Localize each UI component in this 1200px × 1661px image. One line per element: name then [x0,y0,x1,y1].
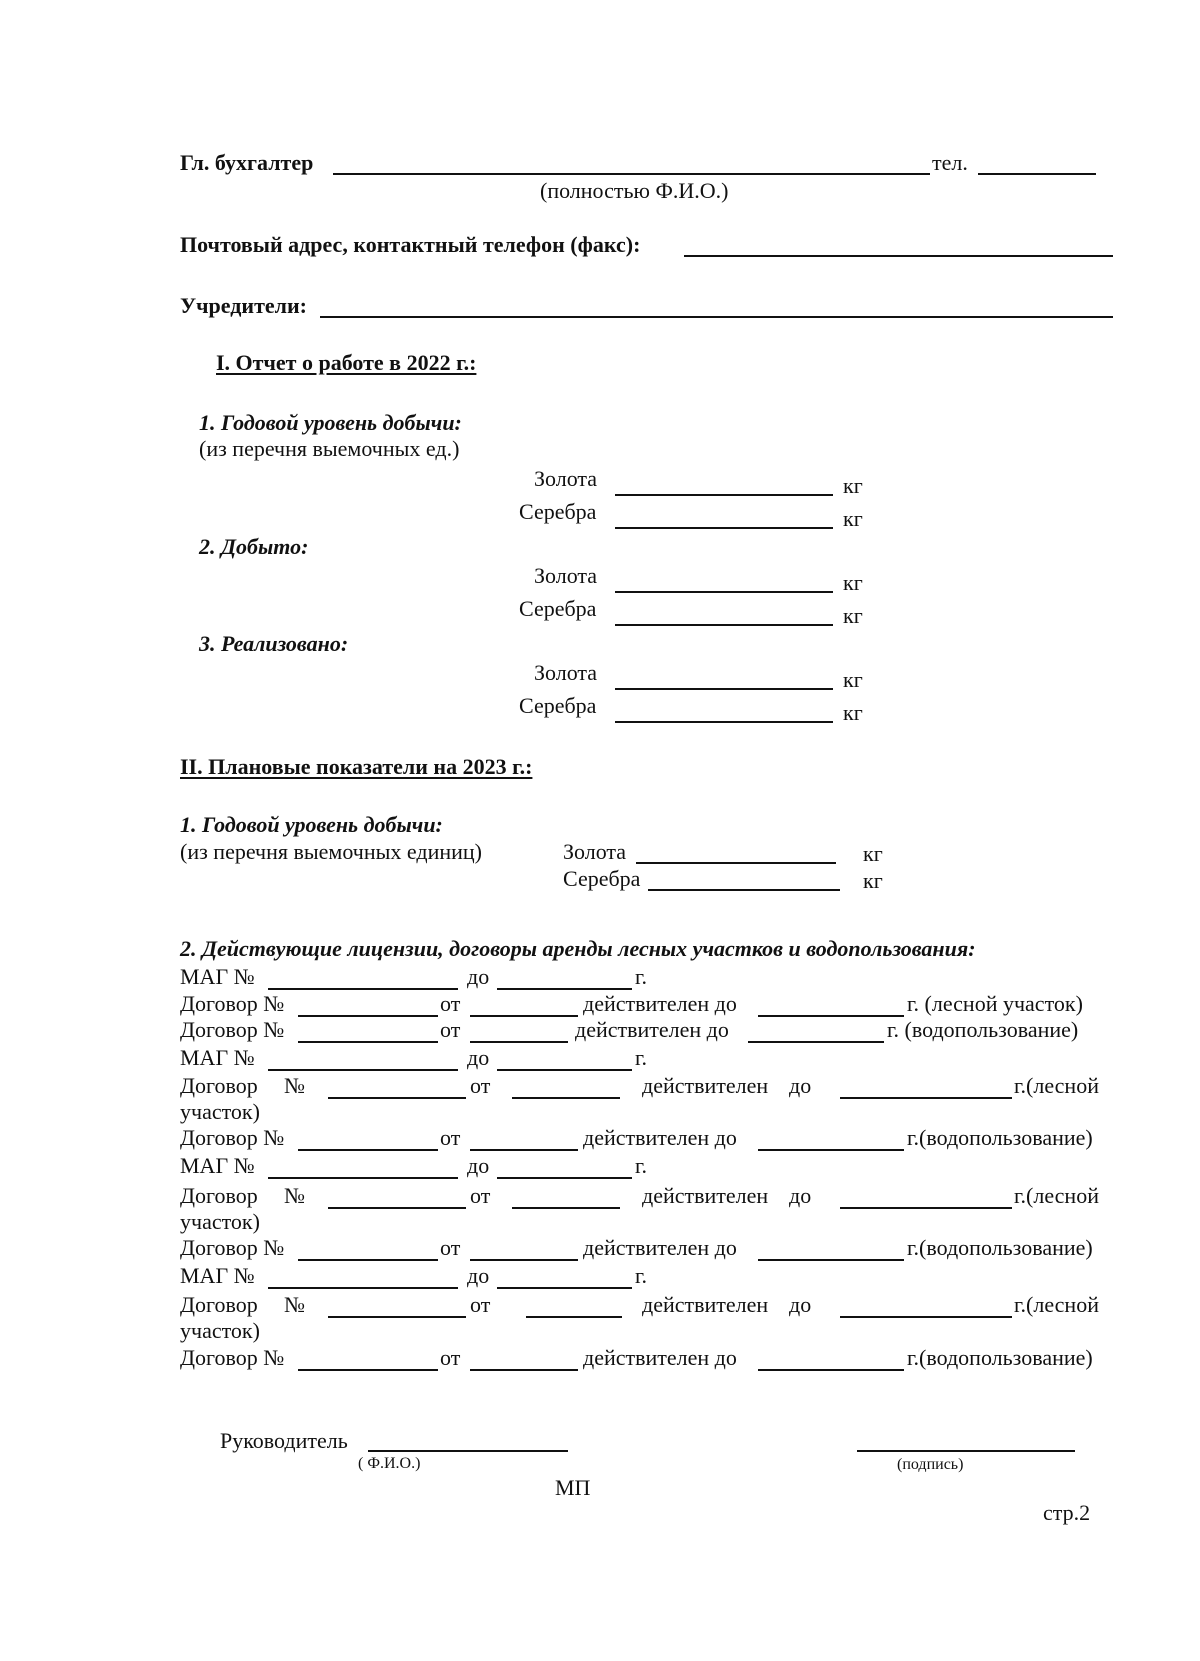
unit-label: кг [843,473,863,498]
from-label: от [440,1345,461,1370]
valid-until-label: действителен до [583,1125,737,1150]
license-row-mag [180,1155,1115,1181]
to-label: до [789,1073,812,1098]
from-label: от [440,1017,461,1042]
from-label: от [470,1292,491,1317]
license-row-mag [180,966,1115,992]
unit-label: кг [843,570,863,595]
contract-until-field[interactable] [840,1207,1012,1209]
number-sign-label: № [284,1073,305,1098]
stamp-label: МП [555,1475,591,1500]
contract-from-field[interactable] [470,1041,568,1043]
plan2023-gold-field[interactable] [636,862,836,864]
contract-until-field[interactable] [840,1097,1012,1099]
gold-label: Золота [534,466,598,491]
contract-from-field[interactable] [470,1149,578,1151]
contract-word-label: Договор [180,1073,258,1098]
contract-from-field[interactable] [470,1015,578,1017]
contract-number-field[interactable] [298,1015,438,1017]
section2-title: II. Плановые показатели на 2023 г.: [180,754,533,779]
section2-item2-title: 2. Действующие лицензии, договоры аренды лесных участков и водопользования: [180,936,976,961]
fio-hint: (полностью Ф.И.О.) [540,178,729,203]
unit-label: кг [843,700,863,725]
phone-label: тел. [932,150,968,175]
to-label: до [467,1153,490,1178]
gold-label: Золота [534,563,598,588]
gold-label: Золота [534,660,598,685]
founders-field[interactable] [320,316,1113,318]
valid-label: действителен [642,1073,769,1098]
contract-number-field[interactable] [298,1259,438,1261]
contract-word-label: Договор [180,1292,258,1317]
contract-label: Договор № [180,991,285,1016]
to-label: до [467,1263,490,1288]
mag-number-field[interactable] [268,1177,458,1179]
head-name-field[interactable] [368,1450,568,1452]
silver-label: Серебра [519,499,597,524]
silver-label: Серебра [519,693,597,718]
forest-label-a: г.(лесной [1014,1073,1099,1098]
section1-item1-note: (из перечня выемочных ед.) [199,436,460,461]
section2-item1-title: 1. Годовой уровень добычи: [180,812,443,837]
water-label: г.(водопользование) [907,1125,1093,1150]
silver-label: Серебра [563,866,641,891]
from-label: от [470,1073,491,1098]
signature-hint: (подпись) [897,1456,964,1473]
contract-until-field[interactable] [758,1259,904,1261]
license-row-forest-contract [180,993,1115,1019]
forest-label-b: участок) [180,1209,260,1234]
license-row-water-contract [180,1019,1115,1045]
from-label: от [440,1235,461,1260]
contract-number-field[interactable] [328,1207,466,1209]
water-label: г. (водопользование) [887,1017,1079,1042]
license-row-forest-contract [180,1075,1115,1101]
section2-item1-note: (из перечня выемочных единиц) [180,839,482,864]
contract-label: Договор № [180,1017,285,1042]
contract-number-field[interactable] [298,1369,438,1371]
year-label: г. [635,1263,648,1288]
section1-item2-title: 2. Добыто: [199,534,309,559]
valid-until-label: действителен до [583,1345,737,1370]
unit-label: кг [843,506,863,531]
phone-field[interactable] [978,173,1096,175]
mag-number-field[interactable] [268,1069,458,1071]
to-label: до [789,1183,812,1208]
address-field[interactable] [684,255,1113,257]
contract-number-field[interactable] [298,1041,438,1043]
year-label: г. [635,1153,648,1178]
contract-word-label: Договор [180,1183,258,1208]
contract-until-field[interactable] [758,1015,904,1017]
unit-label: кг [863,868,883,893]
number-sign-label: № [284,1183,305,1208]
contract-label: Договор № [180,1235,285,1260]
contract-number-field[interactable] [328,1097,466,1099]
license-row-forest-contract [180,1185,1115,1211]
fio-hint-footer: ( Ф.И.О.) [358,1455,421,1472]
head-label: Руководитель [220,1428,348,1453]
license-row-mag [180,1047,1115,1073]
license-row-mag [180,1265,1115,1291]
contract-from-field[interactable] [470,1369,578,1371]
mag-label: МАГ № [180,1045,255,1070]
contract-from-field[interactable] [470,1259,578,1261]
year-label: г. [635,964,648,989]
mined-silver-field[interactable] [615,624,833,626]
valid-until-label: действителен до [583,991,737,1016]
to-label: до [467,1045,490,1070]
number-sign-label: № [284,1292,305,1317]
contract-until-field[interactable] [840,1316,1012,1318]
mag-date-field[interactable] [497,1069,632,1071]
to-label: до [789,1292,812,1317]
to-label: до [467,964,490,989]
page-number: стр.2 [1043,1500,1091,1525]
forest-label-b: участок) [180,1099,260,1124]
forest-label-a: г.(лесной [1014,1183,1099,1208]
plan2023-silver-field[interactable] [648,889,840,891]
year-label: г. [635,1045,648,1070]
accountant-label: Гл. бухгалтер [180,150,314,175]
unit-label: кг [863,841,883,866]
mag-date-field[interactable] [497,1177,632,1179]
water-label: г.(водопользование) [907,1235,1093,1260]
valid-label: действителен [642,1292,769,1317]
section1-item3-title: 3. Реализовано: [199,631,349,656]
plan-silver-field[interactable] [615,527,833,529]
mag-label: МАГ № [180,1263,255,1288]
contract-from-field[interactable] [512,1207,620,1209]
accountant-name-field[interactable] [333,173,930,175]
forest-label-b: участок) [180,1318,260,1343]
section1-item1-title: 1. Годовой уровень добычи: [199,410,462,435]
forest-label-a: г.(лесной [1014,1292,1099,1317]
license-row-water-contract [180,1127,1115,1153]
unit-label: кг [843,667,863,692]
plan-gold-field[interactable] [615,494,833,496]
mag-date-field[interactable] [497,988,632,990]
mag-label: МАГ № [180,964,255,989]
address-label: Почтовый адрес, контактный телефон (факс): [180,232,641,257]
mag-number-field[interactable] [268,1287,458,1289]
silver-label: Серебра [519,596,597,621]
valid-until-label: действителен до [583,1235,737,1260]
contract-until-field[interactable] [758,1369,904,1371]
water-label: г.(водопользование) [907,1345,1093,1370]
valid-until-label: действителен до [575,1017,729,1042]
contract-from-field[interactable] [512,1097,620,1099]
sold-gold-field[interactable] [615,688,833,690]
sold-silver-field[interactable] [615,721,833,723]
gold-label: Золота [563,839,627,864]
from-label: от [440,991,461,1016]
signature-field[interactable] [857,1450,1075,1452]
contract-until-field[interactable] [758,1149,904,1151]
contract-number-field[interactable] [328,1316,466,1318]
mined-gold-field[interactable] [615,591,833,593]
contract-label: Договор № [180,1345,285,1370]
license-row-forest-contract [180,1294,1115,1320]
contract-label: Договор № [180,1125,285,1150]
mag-date-field[interactable] [497,1287,632,1289]
valid-label: действителен [642,1183,769,1208]
mag-number-field[interactable] [268,988,458,990]
section1-title: I. Отчет о работе в 2022 г.: [216,350,477,375]
contract-until-field[interactable] [748,1041,884,1043]
forest-label: г. (лесной участок) [907,991,1083,1016]
license-row-water-contract [180,1347,1115,1373]
unit-label: кг [843,603,863,628]
founders-label: Учредители: [180,293,307,318]
contract-from-field[interactable] [526,1316,622,1318]
mag-label: МАГ № [180,1153,255,1178]
from-label: от [470,1183,491,1208]
from-label: от [440,1125,461,1150]
license-row-water-contract [180,1237,1115,1263]
contract-number-field[interactable] [298,1149,438,1151]
